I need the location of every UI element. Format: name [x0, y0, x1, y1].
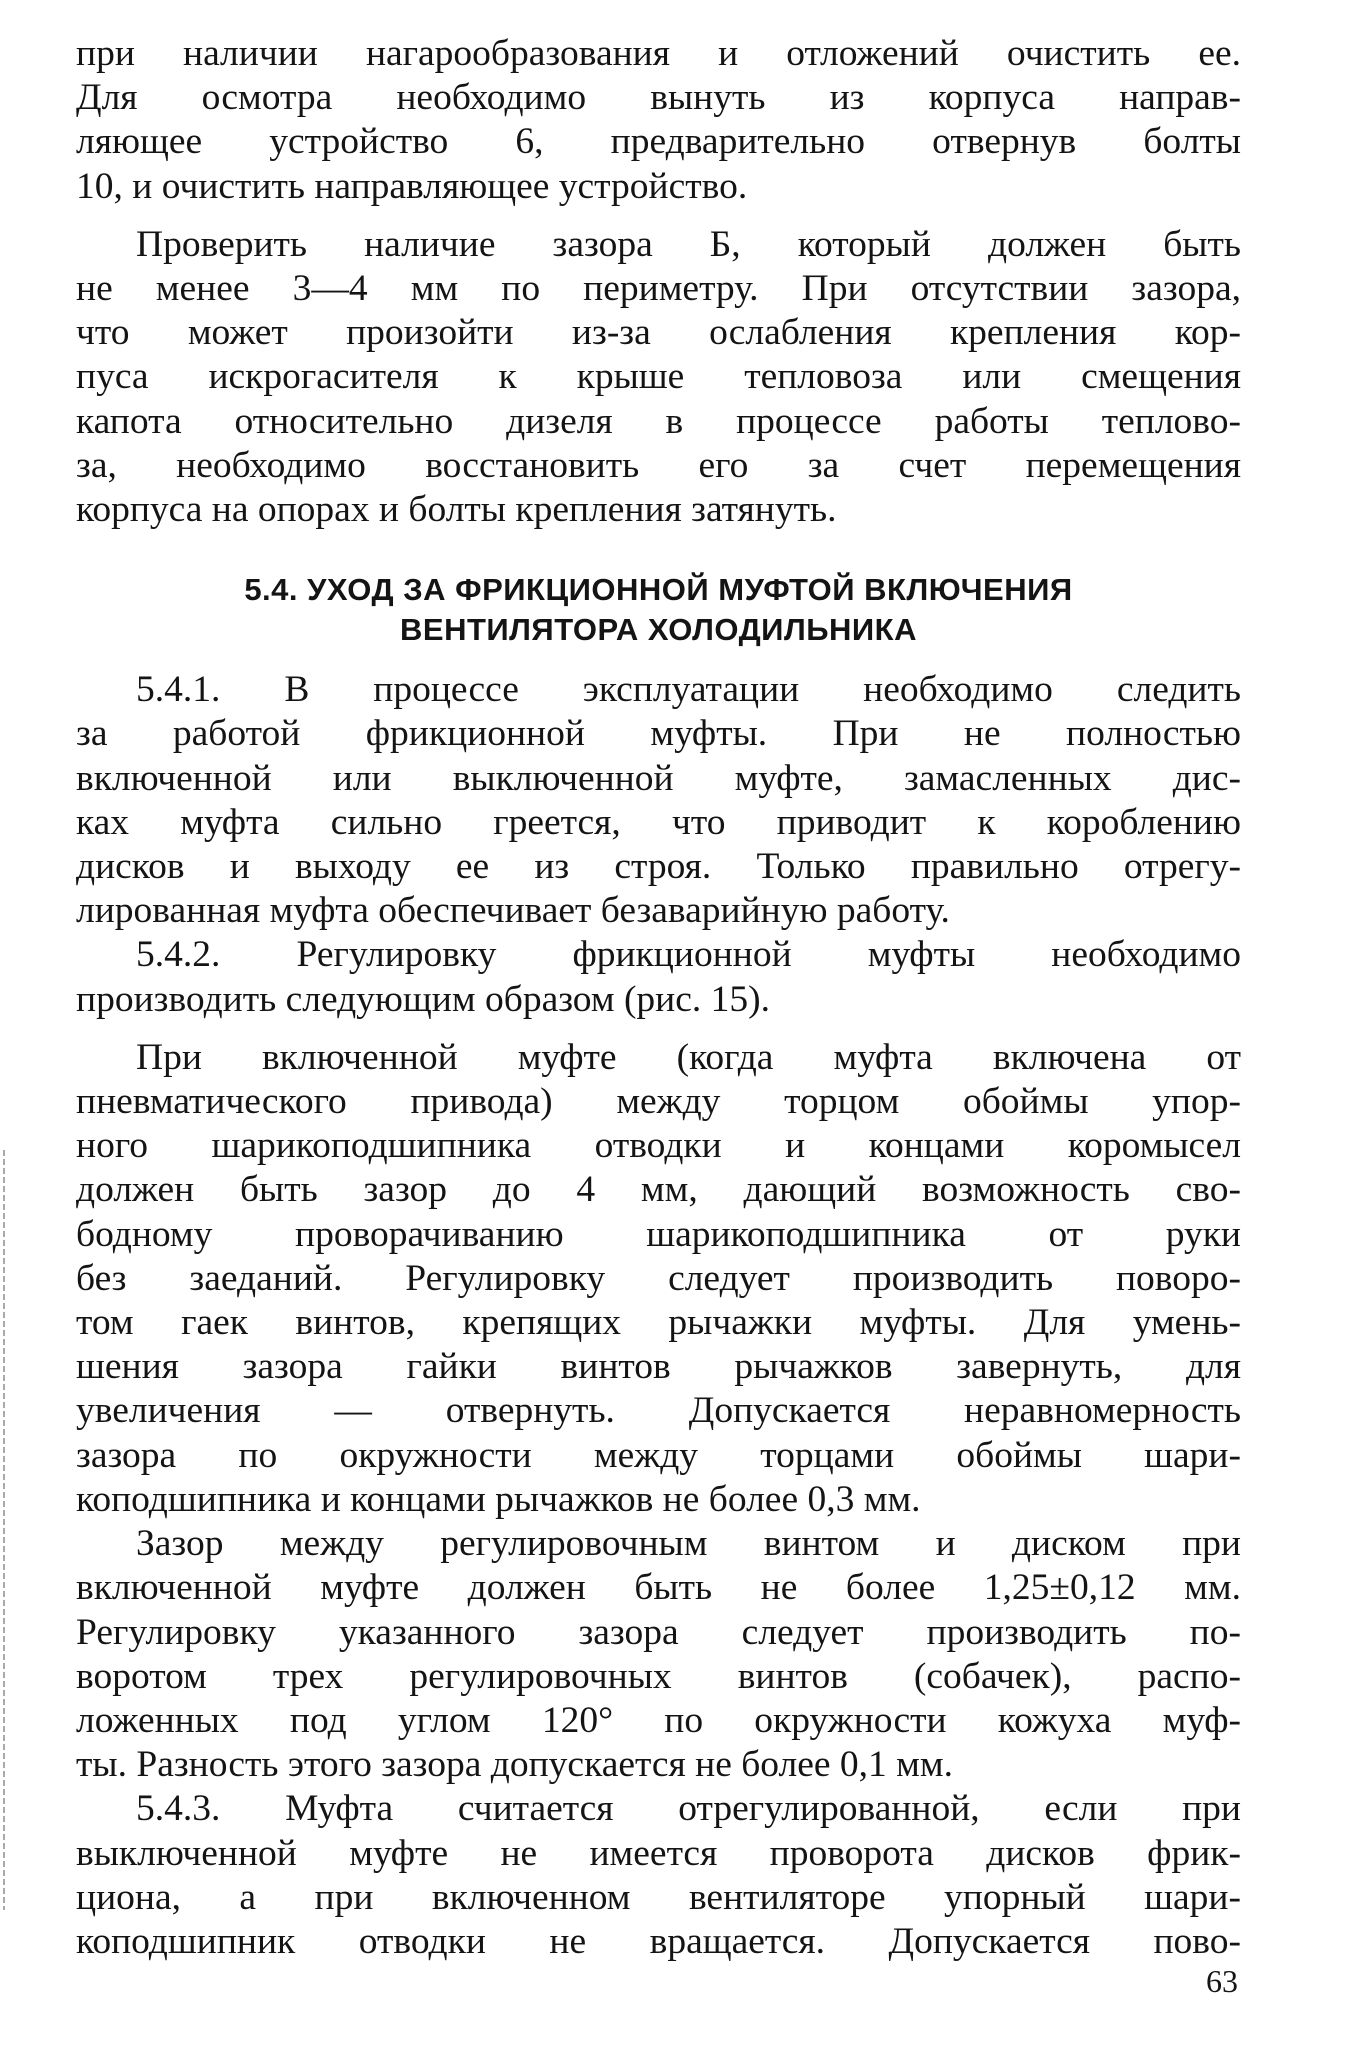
- text-line: Зазор между регулировочным винтом и диском при: [136, 1523, 1241, 1565]
- text-line: том гаек винтов, крепящих рычажки муфты. Для умень-: [76, 1302, 1241, 1344]
- text-line: Проверить наличие зазора Б, который должен быть: [136, 223, 1241, 265]
- text-line: 5.4.2. Регулировку фрикционной муфты необходимо: [136, 934, 1241, 976]
- text-line: 5.4.1. В процессе эксплуатации необходимо следить: [136, 669, 1241, 711]
- text-line: воротом трех регулировочных винтов (собачек), распо-: [76, 1655, 1241, 1697]
- text-line: Регулировку указанного зазора следует производить по-: [76, 1611, 1241, 1653]
- text-line: увеличения — отвернуть. Допускается неравномерность: [76, 1390, 1241, 1432]
- text-line: бодному проворачиванию шарикоподшипника от руки: [76, 1213, 1241, 1255]
- text-line: корпуса на опорах и болты крепления затянуть.: [76, 489, 837, 531]
- text-line: капота относительно дизеля в процессе работы теплово-: [76, 400, 1241, 442]
- text-line: за, необходимо восстановить его за счет перемещения: [76, 444, 1241, 486]
- text-line: циона, а при включенном вентиляторе упорный шари-: [76, 1876, 1241, 1918]
- text-line: 5.4.3. Муфта считается отрегулированной, если при: [136, 1788, 1241, 1830]
- text-line: выключенной муфте не имеется проворота дисков фрик-: [76, 1832, 1241, 1874]
- text-line: шения зазора гайки винтов рычажков завернуть, для: [76, 1346, 1241, 1388]
- text-line: коподшипник отводки не вращается. Допускается пово-: [76, 1920, 1241, 1962]
- text-line: без заеданий. Регулировку следует производить поворо-: [76, 1257, 1241, 1299]
- page-number: 63: [1206, 1963, 1238, 1999]
- text-line: ного шарикоподшипника отводки и концами коромысел: [76, 1125, 1241, 1167]
- paragraph-1: [76, 32, 1241, 209]
- text-line: не менее 3—4 мм по периметру. При отсутствии зазора,: [76, 268, 1241, 310]
- section-heading: [76, 570, 1241, 650]
- paragraph-5: [76, 1036, 1241, 1522]
- text-line: при наличии нагарообразования и отложений очистить ее.: [76, 33, 1241, 74]
- text-line: производить следующим образом (рис. 15).: [76, 978, 771, 1020]
- text-line: пневматического привода) между торцом обоймы упор-: [76, 1081, 1241, 1123]
- text-line: за работой фрикционной муфты. При не полностью: [76, 713, 1241, 755]
- paragraph-4: [76, 933, 1241, 1021]
- text-line: коподшипника и концами рычажков не более 0,3 мм.: [76, 1478, 921, 1520]
- text-line: зазора по окружности между торцами обоймы шари-: [76, 1434, 1241, 1476]
- document-page: [76, 32, 1241, 1964]
- text-line: что может произойти из-за ослабления крепления кор-: [76, 312, 1241, 354]
- text-line: лированная муфта обеспечивает безаварийную работу.: [76, 890, 950, 932]
- text-line: При включенной муфте (когда муфта включена от: [136, 1036, 1241, 1078]
- section-heading-line-2: ВЕНТИЛЯТОРА ХОЛОДИЛЬНИКА: [400, 612, 917, 648]
- text-line: включенной или выключенной муфте, замасленных дис-: [76, 757, 1241, 799]
- paragraph-2: [76, 223, 1241, 532]
- text-line: ляющее устройство 6, предварительно отвернув болты: [76, 121, 1241, 163]
- text-line: ках муфта сильно греется, что приводит к короблению: [76, 801, 1241, 843]
- text-line: Для осмотра необходимо вынуть из корпуса направ-: [76, 77, 1241, 119]
- paragraph-7: [76, 1787, 1241, 1964]
- text-line: дисков и выходу ее из строя. Только правильно отрегу-: [76, 846, 1241, 888]
- scan-margin-artifact: [3, 1150, 5, 1910]
- section-heading-line-1: 5.4. УХОД ЗА ФРИКЦИОННОЙ МУФТОЙ ВКЛЮЧЕНИЯ: [244, 572, 1073, 608]
- text-line: пуса искрогасителя к крыше тепловоза или смещения: [76, 356, 1241, 398]
- paragraph-6: [76, 1522, 1241, 1787]
- text-line: ты. Разность этого зазора допускается не более 0,1 мм.: [76, 1744, 954, 1786]
- text-line: должен быть зазор до 4 мм, дающий возможность сво-: [76, 1169, 1241, 1211]
- text-line: включенной муфте должен быть не более 1,25±0,12 мм.: [76, 1567, 1241, 1609]
- text-line: 10, и очистить направляющее устройство.: [76, 165, 748, 207]
- paragraph-3: [76, 668, 1241, 933]
- text-line: ложенных под углом 120° по окружности кожуха муф-: [76, 1699, 1241, 1741]
